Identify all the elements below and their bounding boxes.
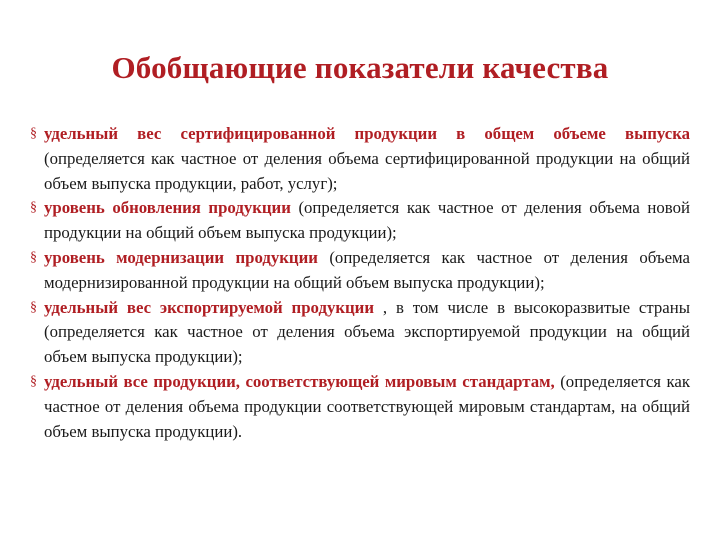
list-item-export-share xyxy=(30,296,690,370)
bullet-icon: § xyxy=(30,373,37,389)
bullet-icon: § xyxy=(30,200,37,216)
item-description: (определяется как частное от деления объема новой продукции на общий объем выпуска продукции); xyxy=(44,198,690,243)
item-term: уровень модернизации продукции xyxy=(44,247,318,267)
item-term: удельный вес сертифицированной продукции в общем объеме выпуска xyxy=(44,124,690,143)
slide-title: Обобщающие показатели качества xyxy=(111,50,609,85)
item-description: , в том числе в высокоразвитые страны (определяется как частное от деления объема экспортируемой продукции на общий объем выпуска продукции); xyxy=(44,297,690,367)
bullet-icon: § xyxy=(30,126,37,141)
indicator-list xyxy=(30,122,690,444)
bullet-icon: § xyxy=(30,249,37,265)
item-description: (определяется как частное от деления объема модернизированной продукции на общий объем выпуска продукции); xyxy=(44,247,690,292)
list-item-modernization-level xyxy=(30,246,690,296)
item-description: (определяется как частное от деления объема сертифицированной продукции на общий объем выпуска продукции, работ, услуг); xyxy=(44,148,690,193)
item-term: уровень обновления продукции xyxy=(44,198,291,218)
item-description: (определяется как частное от деления объема продукции соответствующей мировым стандартам, на общий объем выпуска продукции). xyxy=(44,371,691,441)
item-term: удельный вес экспортируемой продукции xyxy=(44,297,375,317)
item-term: удельный все продукции, соответствующей мировым стандартам, xyxy=(44,371,555,391)
list-item-world-standard-share xyxy=(30,370,690,444)
list-item-certified-share xyxy=(30,122,690,196)
list-item-renewal-level xyxy=(30,196,690,246)
bullet-icon: § xyxy=(30,299,37,315)
